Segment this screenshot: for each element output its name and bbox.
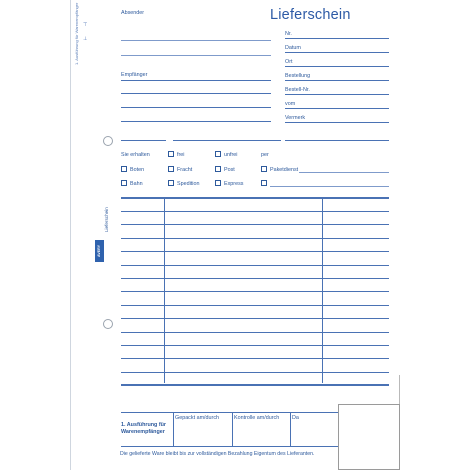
option-boten-label: Boten [130,167,145,173]
retention-of-title-note: Die gelieferte Ware bleibt bis zur vollständigen Bezahlung Eigentum des Lieferanten. [120,451,315,457]
delivery-note-sheet [70,0,399,470]
checkbox-post[interactable] [215,166,221,172]
checkbox-express[interactable] [215,180,221,186]
footer-date-label: Da [292,415,299,421]
document-title: Lieferschein [270,7,351,23]
option-post-label: Post [224,167,235,173]
option-bahn-label: Bahn [130,181,143,187]
sender-line [121,55,271,56]
field-line [285,80,389,81]
field-line [285,122,389,123]
field-vom-label: vom [285,101,296,107]
option-spedition-label: Spedition [177,181,200,187]
table-row-line [121,318,389,319]
table-row-line [121,332,389,333]
other-line [270,186,389,187]
option-fracht-label: Fracht [177,167,193,173]
recipient-line [121,121,271,122]
sender-label: Absender [121,10,145,16]
recipient-line [121,80,271,81]
field-line [285,66,389,67]
field-line [285,94,389,95]
field-nr-label: Nr. [285,31,292,37]
checkbox-frei[interactable] [168,151,174,157]
table-row-line [121,278,389,279]
table-row-line [121,251,389,252]
field-bestellnr-label: Bestell-Nr. [285,87,310,93]
side-copy-text: 1. Ausführung für Warenempfänger [74,2,79,65]
field-vermerk-label: Vermerk [285,115,306,121]
field-line [285,52,389,53]
footer-divider [232,412,233,446]
footer-packed-label: Gepackt am/durch [175,415,220,421]
footer-copy-label: Warenempfänger [121,429,165,435]
field-datum-label: Datum [285,45,301,51]
separator-line [173,140,281,141]
punch-hole-top [103,136,113,146]
avery-logo [95,240,110,262]
table-top-border [121,197,389,199]
field-line [285,38,389,39]
field-line [285,108,389,109]
table-row-line [121,265,389,266]
sender-line [121,40,271,41]
footer-control-label: Kontrolle am/durch [234,415,280,421]
per-label: per [261,152,269,158]
footer-divider [290,412,291,446]
option-express-label: Express [224,181,244,187]
checkbox-spedition[interactable] [168,180,174,186]
field-ort-label: Ort [285,59,293,65]
fold-mark-top: ⊤ [83,22,88,28]
paketdienst-line [299,172,389,173]
table-row-line [121,305,389,306]
checkbox-bahn[interactable] [121,180,127,186]
table-row-line [121,345,389,346]
footer-divider [173,412,174,446]
option-paketdienst-label: Paketdienst [270,167,299,173]
vertical-doc-label: Lieferschein [104,207,109,232]
fold-mark-bottom: ⊥ [83,36,88,42]
option-unfrei-label: unfrei [224,152,238,158]
checkbox-unfrei[interactable] [215,151,221,157]
footer-bottom-line [121,446,343,447]
checkbox-fracht[interactable] [168,166,174,172]
separator-line [121,140,166,141]
avery-logo-text: AVERY Zweckform [97,241,110,261]
separator-line [285,140,389,141]
table-row-line [121,224,389,225]
checkbox-boten[interactable] [121,166,127,172]
table-row-line [121,291,389,292]
table-row-line [121,372,389,373]
recipient-line [121,107,271,108]
checkbox-other[interactable] [261,180,267,186]
table-row-line [121,238,389,239]
option-frei-label: frei [177,152,185,158]
shipping-label: Sie erhalten [121,152,150,158]
field-bestellung-label: Bestellung [285,73,311,79]
table-bottom-border [121,384,389,386]
recipient-line [121,93,271,94]
punch-hole-bottom [103,319,113,329]
recipient-label: Empfänger [121,72,148,78]
copy-sheet-white [338,404,400,470]
table-row-line [121,211,389,212]
footer-copy-label: 1. Ausführung für [121,422,167,428]
checkbox-paketdienst[interactable] [261,166,267,172]
table-row-line [121,358,389,359]
